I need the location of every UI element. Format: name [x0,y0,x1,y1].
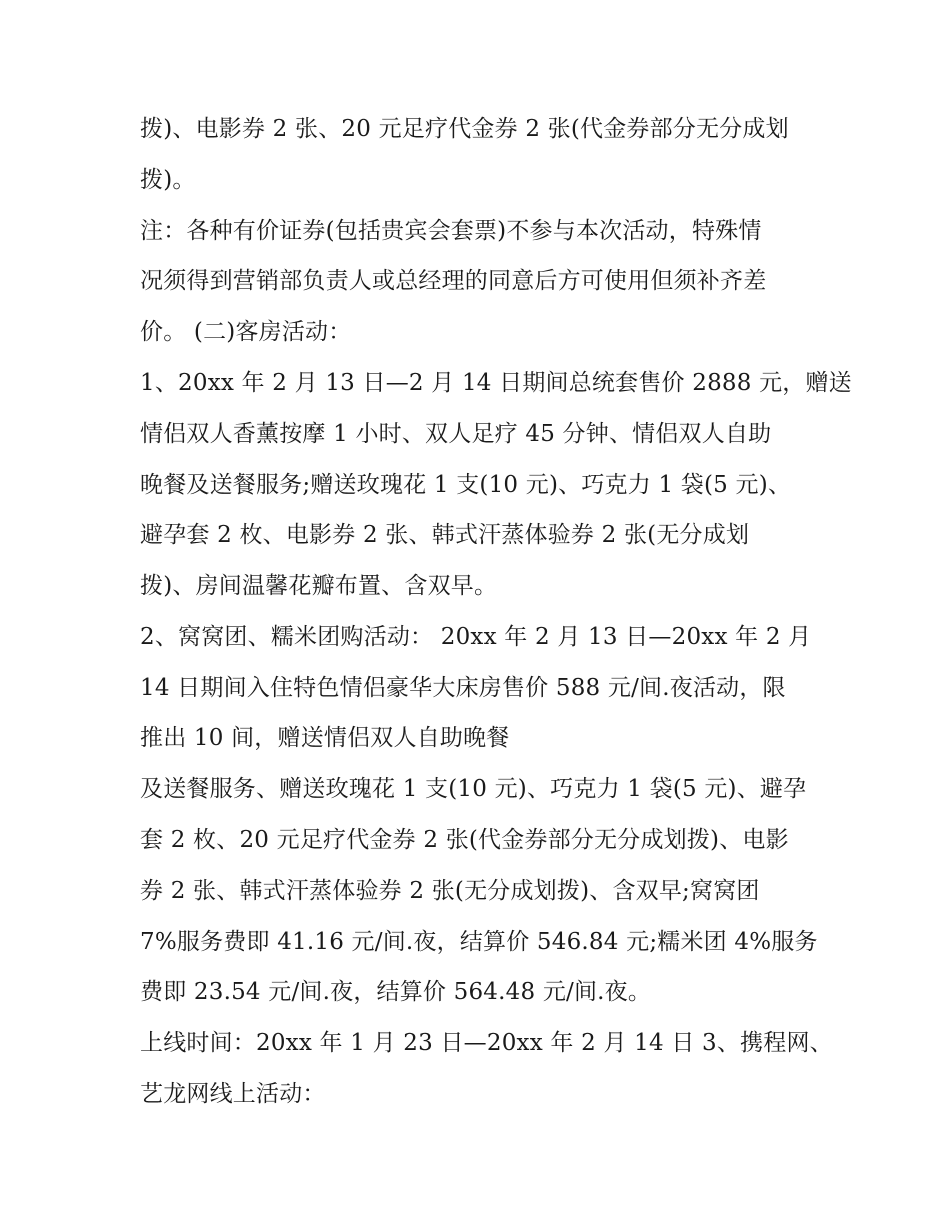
text-line: 7%服务费即 41.16 元/间.夜，结算价 546.84 元;糯米团 4%服务 [140,929,818,955]
text-line: 套 2 枚、20 元足疗代金券 2 张(代金券部分无分成划拨)、电影 [140,827,789,853]
text-line: 14 日期间入住特色情侣豪华大床房售价 588 元/间.夜活动，限 [140,675,786,701]
text-line: 费即 23.54 元/间.夜，结算价 564.48 元/间.夜。 [140,979,652,1005]
text-line: 拨)、房间温馨花瓣布置、含双早。 [140,573,498,599]
text-line: 2、窝窝团、糯米团购活动： 20xx 年 2 月 13 日—20xx 年 2 月 [140,624,812,650]
text-line: 价。 (二)客房活动： [140,319,352,345]
text-line: 注：各种有价证券(包括贵宾会套票)不参与本次活动，特殊情 [140,218,762,244]
text-line: 艺龙网线上活动： [140,1081,326,1107]
text-line: 情侣双人香薰按摩 1 小时、双人足疗 45 分钟、情侣双人自助 [140,421,772,447]
text-line: 况须得到营销部负责人或总经理的同意后方可使用但须补齐差 [140,268,767,294]
text-line: 1、20xx 年 2 月 13 日—2 月 14 日期间总统套售价 2888 元，赠送 [140,370,852,396]
text-line: 上线时间：20xx 年 1 月 23 日—20xx 年 2 月 14 日 3、携程网、 [140,1030,833,1056]
text-line: 及送餐服务、赠送玫瑰花 1 支(10 元)、巧克力 1 袋(5 元)、避孕 [140,776,807,802]
text-line: 晚餐及送餐服务;赠送玫瑰花 1 支(10 元)、巧克力 1 袋(5 元)、 [140,472,792,498]
text-line: 拨)。 [140,167,196,193]
text-line: 拨)、电影券 2 张、20 元足疗代金券 2 张(代金券部分无分成划 [140,116,789,142]
text-line: 券 2 张、韩式汗蒸体验券 2 张(无分成划拨)、含双早;窝窝团 [140,878,760,904]
text-line: 避孕套 2 枚、电影券 2 张、韩式汗蒸体验券 2 张(无分成划 [140,522,750,548]
text-line: 推出 10 间，赠送情侣双人自助晚餐 [140,725,510,751]
